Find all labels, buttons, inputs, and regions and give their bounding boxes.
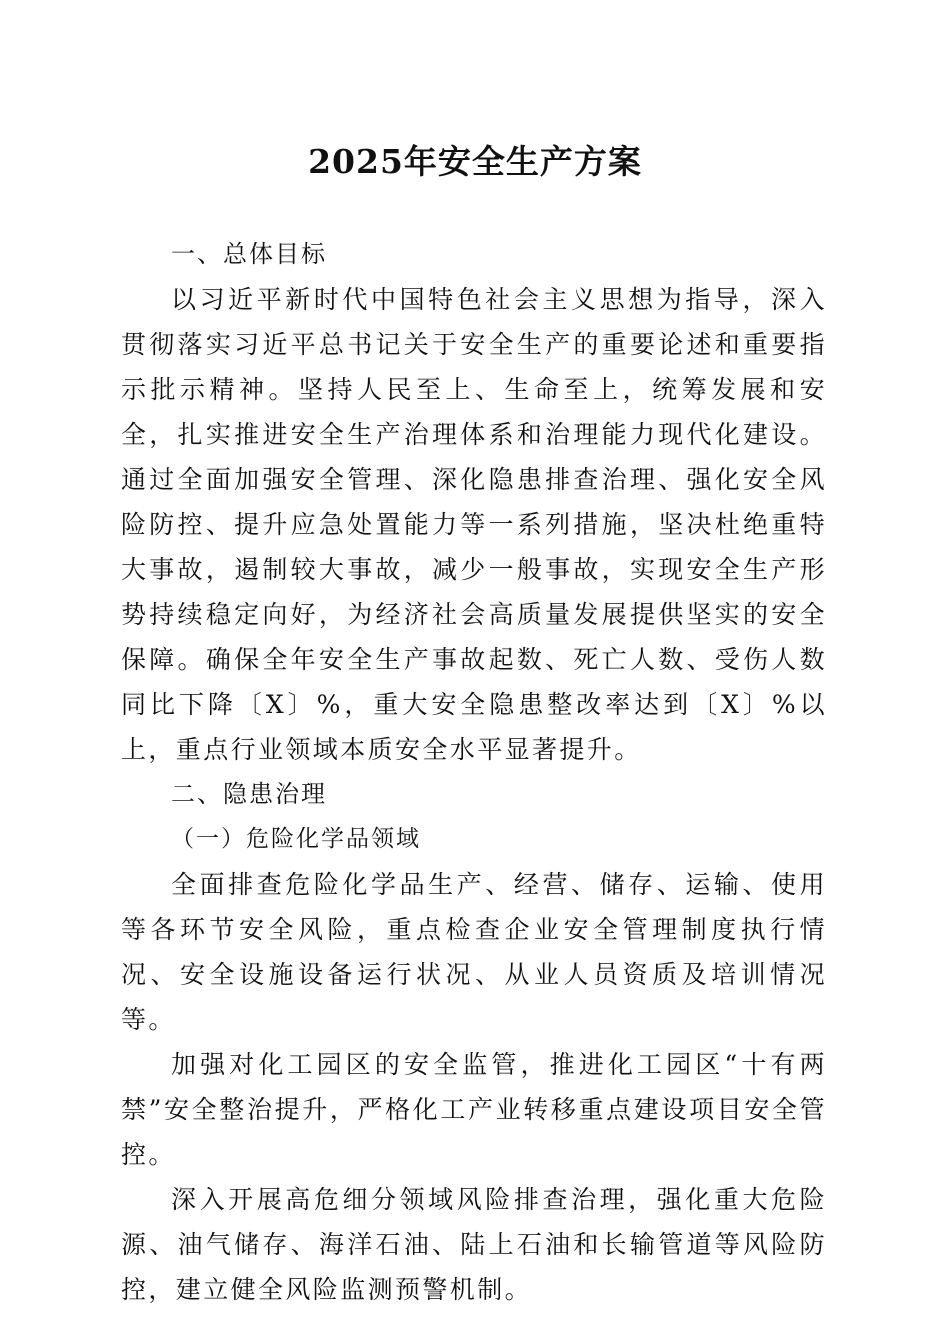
subsection-heading: （一）危险化学品领域 xyxy=(171,826,421,852)
paragraph: 加强对化工园区的安全监管，推进化工园区“十有两禁”安全整治提升，严格化工产业转移重点建设项目安全管控。 xyxy=(121,1050,827,1169)
section-heading: 二、隐患治理 xyxy=(171,780,327,808)
document-title: 2025年安全生产方案 xyxy=(308,142,642,181)
document-body xyxy=(121,232,827,1312)
section-overall-goals xyxy=(121,232,827,772)
paragraph: 以习近平新时代中国特色社会主义思想为指导，深入贯彻落实习近平总书记关于安全生产的重要论述和重要指示批示精神。坚持人民至上、生命至上，统筹发展和安全，扎实推进安全生产治理体系和治理能力现代化建设。通过全面加强安全管理、深化隐患排查治理、强化安全风险防控、提升应急处置能力等一系列措施，坚决杜绝重特大事故，遏制较大事故，减少一般事故，实现安全生产形势持续稳定向好，为经济社会高质量发展提供坚实的安全保障。确保全年安全生产事故起数、死亡人数、受伤人数同比下降〔X〕%，重大安全隐患整改率达到〔X〕%以上，重点行业领域本质安全水平显著提升。 xyxy=(121,285,827,764)
section-hazard-governance xyxy=(121,772,827,1312)
paragraph: 深入开展高危细分领域风险排查治理，强化重大危险源、油气储存、海洋石油、陆上石油和长输管道等风险防控，建立健全风险监测预警机制。 xyxy=(121,1185,827,1304)
section-heading: 一、总体目标 xyxy=(171,240,327,268)
paragraph: 全面排查危险化学品生产、经营、储存、运输、使用等各环节安全风险，重点检查企业安全管理制度执行情况、安全设施设备运行状况、从业人员资质及培训情况等。 xyxy=(121,870,827,1034)
